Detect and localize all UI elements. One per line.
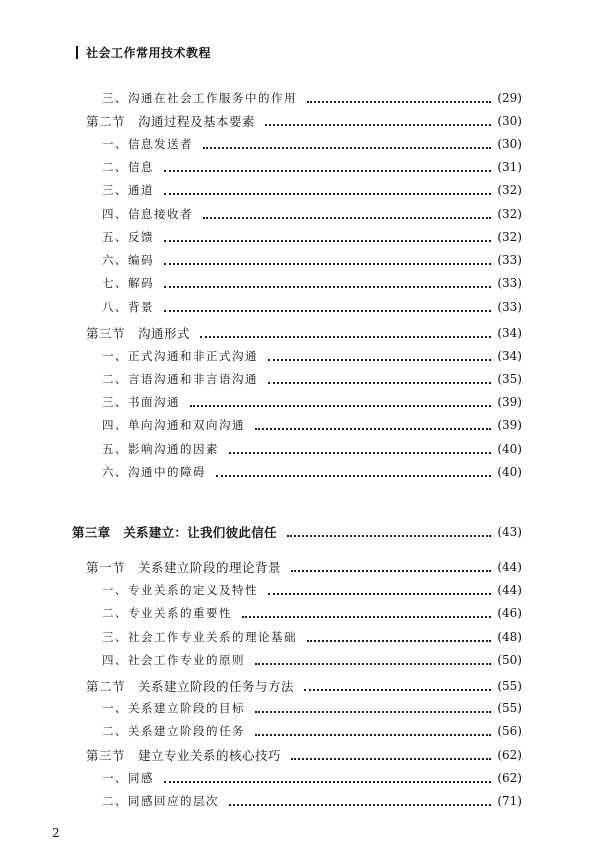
toc-item: [102, 181, 522, 199]
toc-entry-title: 第三章 关系建立：让我们彼此信任: [72, 525, 277, 540]
dot-leader: [307, 101, 491, 103]
toc-item: [102, 251, 522, 269]
toc-item: [102, 205, 522, 223]
toc-item: [102, 699, 522, 717]
dot-leader: [268, 359, 491, 361]
toc-entry-title: 第二节 关系建立阶段的任务与方法: [86, 679, 295, 694]
toc-item: [102, 792, 522, 810]
toc-entry-page: (43): [497, 525, 522, 539]
toc-entry-title: 二、专业关系的重要性: [102, 606, 232, 620]
dot-leader: [268, 382, 491, 384]
dot-leader: [200, 336, 491, 338]
toc-entry-title: 第一节 关系建立阶段的理论背景: [86, 560, 282, 575]
toc-entry-title: 三、书面沟通: [102, 395, 180, 409]
toc-section: [86, 324, 522, 342]
dot-leader: [164, 781, 491, 783]
dot-leader: [307, 640, 491, 642]
toc-entry-title: 五、反馈: [102, 230, 154, 244]
toc-item: [102, 628, 522, 646]
toc-item: [102, 274, 522, 292]
dot-leader: [164, 193, 491, 195]
dot-leader: [268, 593, 491, 595]
toc-entry-title: 一、专业关系的定义及特性: [102, 583, 258, 597]
dot-leader: [164, 286, 491, 288]
toc-entry-page: (48): [497, 630, 522, 644]
toc-entry-page: (55): [497, 679, 522, 693]
toc-entry-title: 四、单向沟通和双向沟通: [102, 418, 245, 432]
toc-entry-title: 八、背景: [102, 300, 154, 314]
toc-entry-page: (32): [497, 183, 522, 197]
dot-leader: [229, 804, 491, 806]
dot-leader: [242, 616, 491, 618]
toc-item: [102, 463, 522, 481]
toc-entry-page: (33): [497, 276, 522, 290]
toc-entry-title: 二、关系建立阶段的任务: [102, 724, 245, 738]
toc-entry-page: (44): [497, 583, 522, 597]
toc-entry-page: (56): [497, 724, 522, 738]
toc-entry-title: 三、通道: [102, 183, 154, 197]
toc-entry-page: (34): [497, 349, 522, 363]
toc-entry-page: (32): [497, 230, 522, 244]
toc-entry-page: (62): [497, 771, 522, 785]
toc-item: [102, 769, 522, 787]
dot-leader: [255, 663, 491, 665]
dot-leader: [203, 147, 491, 149]
page-number: 2: [52, 826, 60, 840]
toc-chapter: [72, 523, 522, 541]
toc-entry-page: (40): [497, 465, 522, 479]
toc-entry-title: 一、正式沟通和非正式沟通: [102, 349, 258, 363]
dot-leader: [229, 452, 491, 454]
dot-leader: [255, 734, 491, 736]
toc-entry-title: 六、沟通中的障碍: [102, 465, 206, 479]
running-header: [76, 44, 211, 61]
toc-entry-title: 五、影响沟通的因素: [102, 442, 219, 456]
toc-entry-title: 三、沟通在社会工作服务中的作用: [102, 91, 297, 105]
toc-entry-page: (50): [497, 653, 522, 667]
dot-leader: [164, 263, 491, 265]
toc-section: [86, 677, 522, 695]
toc-entry-page: (71): [497, 794, 522, 808]
dot-leader: [255, 428, 491, 430]
toc-entry-title: 六、编码: [102, 253, 154, 267]
dot-leader: [216, 475, 491, 477]
toc-section: [86, 112, 522, 130]
dot-leader: [190, 405, 491, 407]
toc-entry-title: 二、信息: [102, 160, 154, 174]
dot-leader: [291, 570, 491, 572]
dot-leader: [164, 240, 491, 242]
toc-entry-title: 七、解码: [102, 276, 154, 290]
toc-entry-page: (55): [497, 701, 522, 715]
toc-section: [86, 746, 522, 764]
toc-entry-title: 二、言语沟通和非言语沟通: [102, 372, 258, 386]
toc-entry-page: (30): [497, 114, 522, 128]
dot-leader: [304, 689, 491, 691]
dot-leader: [164, 310, 491, 312]
toc-item: [102, 416, 522, 434]
dot-leader: [255, 711, 491, 713]
toc-entry-title: 四、社会工作专业的原则: [102, 653, 245, 667]
toc-item: [102, 722, 522, 740]
toc-entry-page: (39): [497, 418, 522, 432]
toc-entry-title: 第三节 沟通形式: [86, 326, 191, 341]
toc-entry-title: 一、信息发送者: [102, 137, 193, 151]
dot-leader: [203, 217, 491, 219]
toc-item: [102, 440, 522, 458]
toc-entry-page: (39): [497, 395, 522, 409]
toc-entry-page: (40): [497, 442, 522, 456]
dot-leader: [265, 124, 491, 126]
toc-entry-page: (30): [497, 137, 522, 151]
toc-entry-title: 第二节 沟通过程及基本要素: [86, 114, 256, 129]
toc-item: [102, 158, 522, 176]
toc-entry-page: (46): [497, 606, 522, 620]
toc-entry-title: 一、同感: [102, 771, 154, 785]
toc-section: [86, 558, 522, 576]
toc-entry-page: (62): [497, 748, 522, 762]
toc-item: [102, 370, 522, 388]
toc-entry-page: (44): [497, 560, 522, 574]
dot-leader: [164, 170, 491, 172]
toc-entry-page: (32): [497, 207, 522, 221]
toc-item: [102, 393, 522, 411]
toc-entry-page: (33): [497, 300, 522, 314]
toc-entry-page: (29): [497, 91, 522, 105]
toc-entry-title: 二、同感回应的层次: [102, 794, 219, 808]
header-bar: [76, 46, 78, 59]
dot-leader: [291, 758, 491, 760]
toc-item: [102, 581, 522, 599]
toc-entry-title: 第三节 建立专业关系的核心技巧: [86, 748, 282, 763]
toc-item: [102, 135, 522, 153]
toc-entry-title: 四、信息接收者: [102, 207, 193, 221]
toc-item: [102, 228, 522, 246]
toc-item: [102, 298, 522, 316]
toc-item: [102, 651, 522, 669]
toc-entry-page: (33): [497, 253, 522, 267]
toc-entry-page: (35): [497, 372, 522, 386]
toc-item: [102, 347, 522, 365]
toc-item: [102, 89, 522, 107]
toc-entry-page: (34): [497, 326, 522, 340]
toc-entry-page: (31): [497, 160, 522, 174]
toc-entry-title: 三、社会工作专业关系的理论基础: [102, 630, 297, 644]
book-title: 社会工作常用技术教程: [86, 46, 212, 60]
dot-leader: [287, 535, 492, 537]
toc-item: [102, 604, 522, 622]
toc-entry-title: 一、关系建立阶段的目标: [102, 701, 245, 715]
